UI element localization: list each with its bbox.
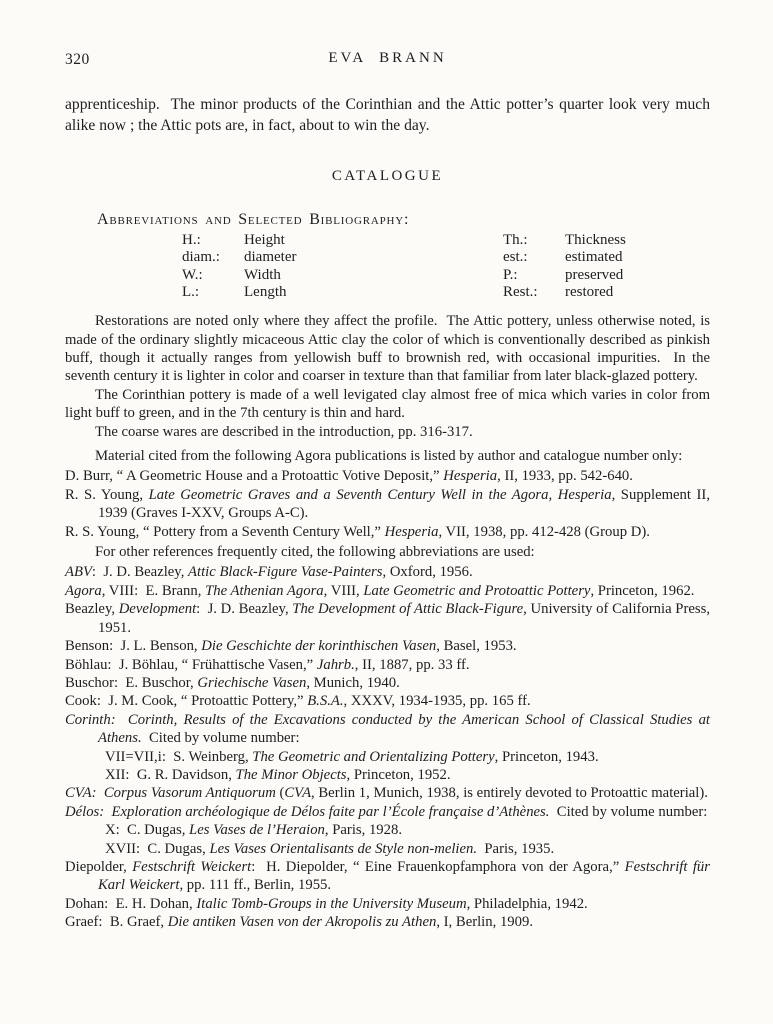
agora-reference-list (65, 467, 714, 541)
abbreviation: L.: (182, 283, 200, 300)
reference-entry: Graef: B. Graef, Die antiken Vasen von der Akropolis zu Athen, I, Berlin, 1909. (65, 914, 533, 931)
definition: preserved (565, 266, 624, 283)
abbreviation-row (65, 267, 710, 284)
reference-entry: Böhlau: J. Böhlau, “ Frühattische Vasen,” Jahrb., II, 1887, pp. 33 ff. (65, 656, 470, 673)
agora-reference-entry: R. S. Young, “ Pottery from a Seventh Century Well,” Hesperia, VII, 1938, pp. 412-428 (Group D). (65, 523, 650, 540)
catalogue-notes (65, 312, 714, 441)
note-paragraph: The Corinthian pottery is made of a well levigated clay almost free of mica which varies in color from light buff to green, and in the 7th century is thin and hard. (65, 386, 714, 422)
definition: diameter (244, 249, 297, 266)
reference-entry: XII: G. R. Davidson, The Minor Objects, Princeton, 1952. (105, 766, 451, 783)
abbreviation: P.: (503, 266, 518, 283)
reference-entry: X: C. Dugas, Les Vases de l’Heraion, Paris, 1928. (105, 822, 402, 839)
reference-entry: Agora, VIII: E. Brann, The Athenian Agora, VIII, Late Geometric and Protoattic Pottery, Princeton, 1962. (65, 582, 695, 599)
reference-entry: Diepolder, Festschrift Weickert: H. Diepolder, “ Eine Frauenkopfamphora von der Agora,” Festschrift für Karl Weickert, pp. 111 ff., Berlin, 1955. (65, 858, 714, 894)
reference-entry: Dohan: E. H. Dohan, Italic Tomb-Groups in the University Museum, Philadelphia, 1942. (65, 895, 588, 912)
reference-entry: XVII: C. Dugas, Les Vases Orientalisants de Style non-melien. Paris, 1935. (105, 840, 555, 857)
spacer (65, 232, 182, 249)
reference-list (65, 563, 714, 931)
reference-entry: Délos: Exploration archéologique de Délos faite par l’École française d’Athènes. Cited by volume number: (65, 803, 708, 820)
definition: Width (244, 266, 281, 283)
abbreviation: W.: (182, 266, 203, 283)
page-header (65, 50, 710, 70)
page-number: 320 (65, 51, 90, 68)
abbreviation-row (65, 249, 710, 266)
abbreviations-bibliography-header: Abbreviations and Selected Bibliography: (97, 211, 410, 228)
spacer (65, 249, 182, 266)
definition: Length (244, 283, 287, 300)
reference-entry: Cook: J. M. Cook, “ Protoattic Pottery,” B.S.A., XXXV, 1934-1935, pp. 165 ff. (65, 693, 531, 710)
reference-entry: Corinth: Corinth, Results of the Excavations conducted by the American School of Classical Studies at Athens. Cited by volume number: (65, 711, 714, 747)
reference-entry: Beazley, Development: J. D. Beazley, The Development of Attic Black-Figure, University of California Press, 1951. (65, 601, 714, 636)
abbreviations-table (65, 232, 710, 301)
material-note: Material cited from the following Agora publications is listed by author and catalogue number only: (95, 448, 683, 465)
definition: restored (565, 283, 614, 300)
other-references-intro: For other references frequently cited, the following abbreviations are used: (95, 544, 535, 561)
reference-entry: Buschor: E. Buschor, Griechische Vasen, Munich, 1940. (65, 674, 400, 691)
reference-entry: VII=VII,i: S. Weinberg, The Geometric and Orientalizing Pottery, Princeton, 1943. (105, 748, 599, 765)
abbreviation: est.: (503, 249, 528, 266)
definition: Thickness (565, 232, 626, 248)
note-paragraph: The coarse wares are described in the introduction, pp. 316-317. (95, 423, 473, 440)
spacer (65, 284, 182, 301)
agora-reference-entry: R. S. Young, Late Geometric Graves and a Seventh Century Well in the Agora, Hesperia, Supplement II, 1939 (Graves I-XXV, Groups A-C). (65, 486, 714, 522)
abbreviation: H.: (182, 232, 201, 248)
abbreviation-row (65, 232, 710, 249)
reference-entry: Benson: J. L. Benson, Die Geschichte der korinthischen Vasen, Basel, 1953. (65, 638, 517, 655)
agora-reference-entry: D. Burr, “ A Geometric House and a Protoattic Votive Deposit,” Hesperia, II, 1933, pp. 542-640. (65, 468, 633, 485)
abbreviation: Rest.: (503, 283, 538, 300)
intro-paragraph: apprenticeship. The minor products of the Corinthian and the Attic potter’s quarter look very much alike now ; the Attic pots are, in fact, about to win the day. (65, 96, 714, 134)
abbreviation: diam.: (182, 249, 220, 266)
definition: estimated (565, 249, 623, 266)
abbreviation-row (65, 284, 710, 301)
catalogue-heading: CATALOGUE (331, 168, 444, 184)
reference-entry: ABV: J. D. Beazley, Attic Black-Figure Vase-Painters, Oxford, 1956. (65, 564, 473, 581)
note-paragraph: Restorations are noted only where they affect the profile. The Attic pottery, unless otherwise noted, is made of the ordinary slightly micaceous Attic clay the color of which is conventionally described as pinkish buff, though it actually ranges from yellowish buff to brownish red, with occasional impurities. In the seventh century it is lighter in color and coarser in texture than that familiar from later black-glazed pottery. (65, 313, 714, 385)
running-head: EVA BRANN (328, 50, 447, 66)
reference-entry: CVA: Corpus Vasorum Antiquorum (CVA, Berlin 1, Munich, 1938, is entirely devoted to Protoattic material). (65, 785, 708, 802)
definition: Height (244, 232, 285, 248)
abbreviation: Th.: (503, 232, 528, 248)
spacer (65, 267, 182, 284)
